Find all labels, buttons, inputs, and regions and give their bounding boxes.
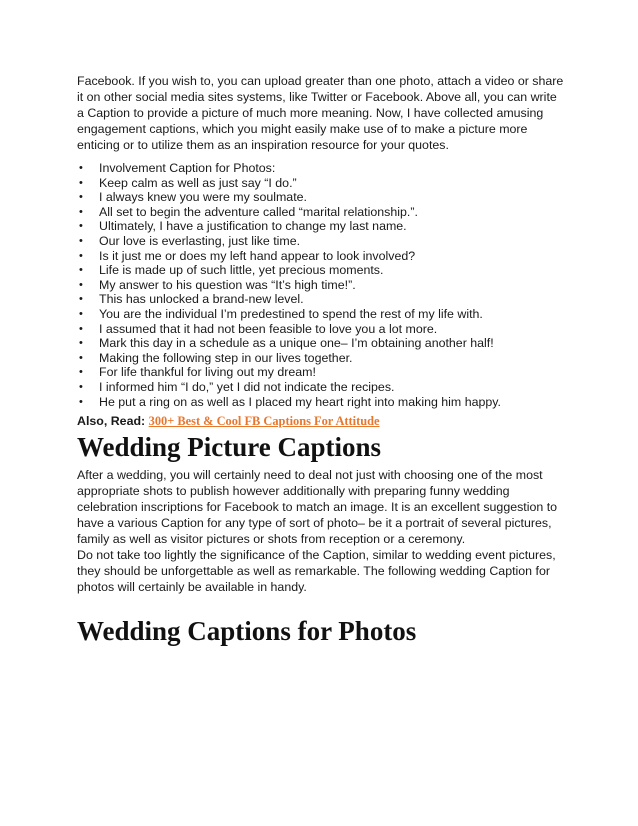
also-read-line — [77, 413, 567, 429]
list-item — [77, 336, 567, 351]
list-item-text: This has unlocked a brand-new level. — [99, 292, 304, 307]
list-item — [77, 176, 567, 191]
bullet-icon: • — [79, 380, 83, 393]
list-item — [77, 278, 567, 293]
intro-paragraph: Facebook. If you wish to, you can upload greater than one photo, attach a video or share it on other social media sites systems, like Twitter or Facebook. Above all, you can write a Caption to provide a picture of much more meaning. Now, I have collected amusing engagement captions, which you might easily make use of to make a picture more enticing or to utilize them as an inspiration resource for your quotes. — [77, 74, 564, 152]
bullet-icon: • — [79, 337, 83, 350]
section1-paragraph-2: Do not take too lightly the significance of the Caption, similar to wedding event pictures, they should be unforgettable as well as remarkable. The following wedding Caption for photos will certainly be available in handy. — [77, 548, 556, 595]
list-item — [77, 205, 567, 220]
list-item — [77, 307, 567, 322]
bullet-icon: • — [79, 234, 83, 247]
list-item — [77, 161, 567, 176]
list-item — [77, 263, 567, 278]
list-item — [77, 249, 567, 264]
list-item-text: Making the following step in our lives together. — [99, 350, 353, 365]
list-item-text: He put a ring on as well as I placed my heart right into making him happy. — [99, 394, 501, 409]
list-item — [77, 380, 567, 395]
list-item-text: Is it just me or does my left hand appear to look involved? — [99, 248, 416, 263]
list-item-text: Keep calm as well as just say “I do.” — [99, 175, 297, 190]
bullet-icon: • — [79, 322, 83, 335]
list-item-text: Our love is everlasting, just like time. — [99, 233, 301, 248]
bullet-icon: • — [79, 205, 83, 218]
also-read-link[interactable]: 300+ Best & Cool FB Captions For Attitude — [148, 414, 380, 429]
bullet-icon: • — [79, 220, 83, 233]
list-item-text: You are the individual I’m predestined to spend the rest of my life with. — [99, 306, 483, 321]
list-item-text: Involvement Caption for Photos: — [99, 161, 276, 175]
list-item-text: I informed him “I do,” yet I did not indicate the recipes. — [99, 379, 395, 394]
list-item — [77, 365, 567, 380]
caption-list — [77, 161, 567, 409]
list-item — [77, 219, 567, 234]
list-item — [77, 292, 567, 307]
section-heading-wedding-captions-for-photos: Wedding Captions for Photos — [77, 616, 417, 647]
bullet-icon: • — [79, 176, 83, 189]
list-item — [77, 351, 567, 366]
section1-paragraph-1: After a wedding, you will certainly need to deal not just with choosing one of the most appropriate shots to publish however additionally with preparing funny wedding celebration inscriptions for Facebook to match an image. It is an excellent suggestion to have a various Caption for any type of sort of photo– be it a portrait of several pictures, family as well as visitor pictures or shots from reception or a ceremony. — [77, 468, 558, 547]
list-item-text: Mark this day in a schedule as a unique one– I’m obtaining another half! — [99, 336, 494, 351]
list-item — [77, 395, 567, 410]
bullet-icon: • — [79, 249, 83, 262]
bullet-icon: • — [79, 395, 83, 408]
also-read-label: Also, Read: — [77, 414, 146, 429]
list-item — [77, 322, 567, 337]
list-item-text: I always knew you were my soulmate. — [99, 190, 307, 205]
bullet-icon: • — [79, 162, 83, 174]
spacer — [77, 595, 567, 613]
bullet-icon: • — [79, 278, 83, 291]
bullet-icon: • — [79, 293, 83, 306]
bullet-icon: • — [79, 307, 83, 320]
list-item — [77, 234, 567, 249]
bullet-icon: • — [79, 366, 83, 379]
list-item-text: All set to begin the adventure called “marital relationship.”. — [99, 204, 418, 219]
section-heading-wedding-picture-captions: Wedding Picture Captions — [77, 432, 382, 463]
list-item-text: Ultimately, I have a justification to change my last name. — [99, 219, 407, 234]
list-item — [77, 190, 567, 205]
list-item-text: My answer to his question was “It’s high time!”. — [99, 277, 356, 292]
bullet-icon: • — [79, 351, 83, 364]
bullet-icon: • — [79, 264, 83, 277]
list-item-text: I assumed that it had not been feasible to love you a lot more. — [99, 321, 438, 336]
list-item-text: For life thankful for living out my dream! — [99, 365, 316, 380]
page-content — [77, 73, 567, 651]
list-item-text: Life is made up of such little, yet precious moments. — [99, 263, 384, 278]
bullet-icon: • — [79, 191, 83, 204]
